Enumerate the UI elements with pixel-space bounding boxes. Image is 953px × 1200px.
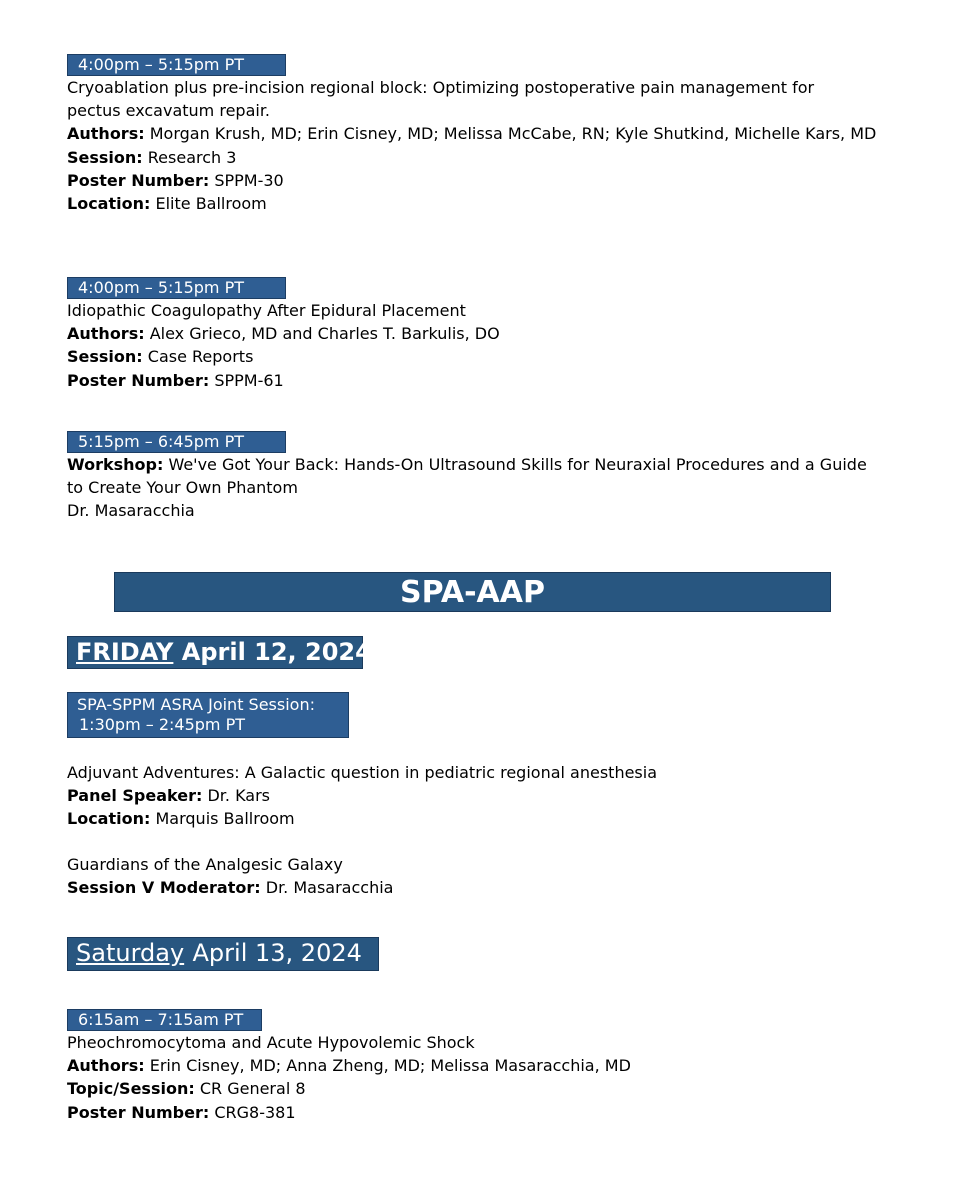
entry-title: Idiopathic Coagulopathy After Epidural Placement (67, 301, 466, 320)
entry-topic: Topic/Session: CR General 8 (67, 1079, 306, 1099)
talk-moderator: Session V Moderator: Dr. Masaracchia (67, 878, 394, 898)
time-badge-2: 4:00pm – 5:15pm PT (67, 277, 286, 299)
entry-location: Location: Elite Ballroom (67, 194, 267, 214)
entry-authors: Authors: Morgan Krush, MD; Erin Cisney, MD; Melissa McCabe, RN; Kyle Shutkind, Michelle Kars, MD (67, 124, 877, 144)
talk-location: Location: Marquis Ballroom (67, 809, 295, 829)
entry-3 (67, 453, 897, 523)
day-name: Saturday (76, 939, 185, 967)
entry-presenter: Dr. Masaracchia (67, 501, 195, 521)
time-badge-3: 5:15pm – 6:45pm PT (67, 431, 286, 453)
entry-1 (67, 76, 877, 215)
friday-talk-2 (67, 853, 877, 899)
entry-title: Pheochromocytoma and Acute Hypovolemic Shock (67, 1033, 475, 1052)
friday-talk-1 (67, 761, 877, 831)
day-name: FRIDAY (76, 638, 174, 666)
entry-poster: Poster Number: CRG8-381 (67, 1102, 296, 1122)
section-banner: SPA-AAP (114, 572, 831, 612)
entry-title: Cryoablation plus pre-incision regional block: Optimizing postoperative pain management for pectus excavatum repair. (67, 78, 815, 121)
day-header-friday (67, 636, 372, 669)
entry-poster: Poster Number: SPPM-30 (67, 170, 284, 190)
entry-authors: Authors: Alex Grieco, MD and Charles T. Barkulis, DO (67, 324, 500, 344)
joint-session-badge: SPA-SPPM ASRA Joint Session: 1:30pm – 2:45pm PT (67, 692, 349, 738)
entry-poster: Poster Number: SPPM-61 (67, 370, 284, 390)
entry-workshop: Workshop: We've Got Your Back: Hands-On Ultrasound Skills for Neuraxial Procedures and a Guide to Create Your Own Phantom (67, 455, 867, 498)
talk-title: Guardians of the Analgesic Galaxy (67, 855, 343, 874)
entry-session: Session: Research 3 (67, 147, 237, 167)
day-header-saturday (67, 937, 379, 971)
day-date: April 13, 2024 (192, 939, 362, 967)
talk-title: Adjuvant Adventures: A Galactic question in pediatric regional anesthesia (67, 763, 658, 782)
entry-authors: Authors: Erin Cisney, MD; Anna Zheng, MD; Melissa Masaracchia, MD (67, 1056, 631, 1076)
time-badge-4: 6:15am – 7:15am PT (67, 1009, 262, 1031)
time-badge-1: 4:00pm – 5:15pm PT (67, 54, 286, 76)
entry-2 (67, 299, 877, 392)
talk-speaker: Panel Speaker: Dr. Kars (67, 786, 270, 806)
entry-session: Session: Case Reports (67, 347, 254, 367)
day-date: April 12, 2024 (181, 638, 372, 666)
saturday-entry (67, 1031, 877, 1124)
